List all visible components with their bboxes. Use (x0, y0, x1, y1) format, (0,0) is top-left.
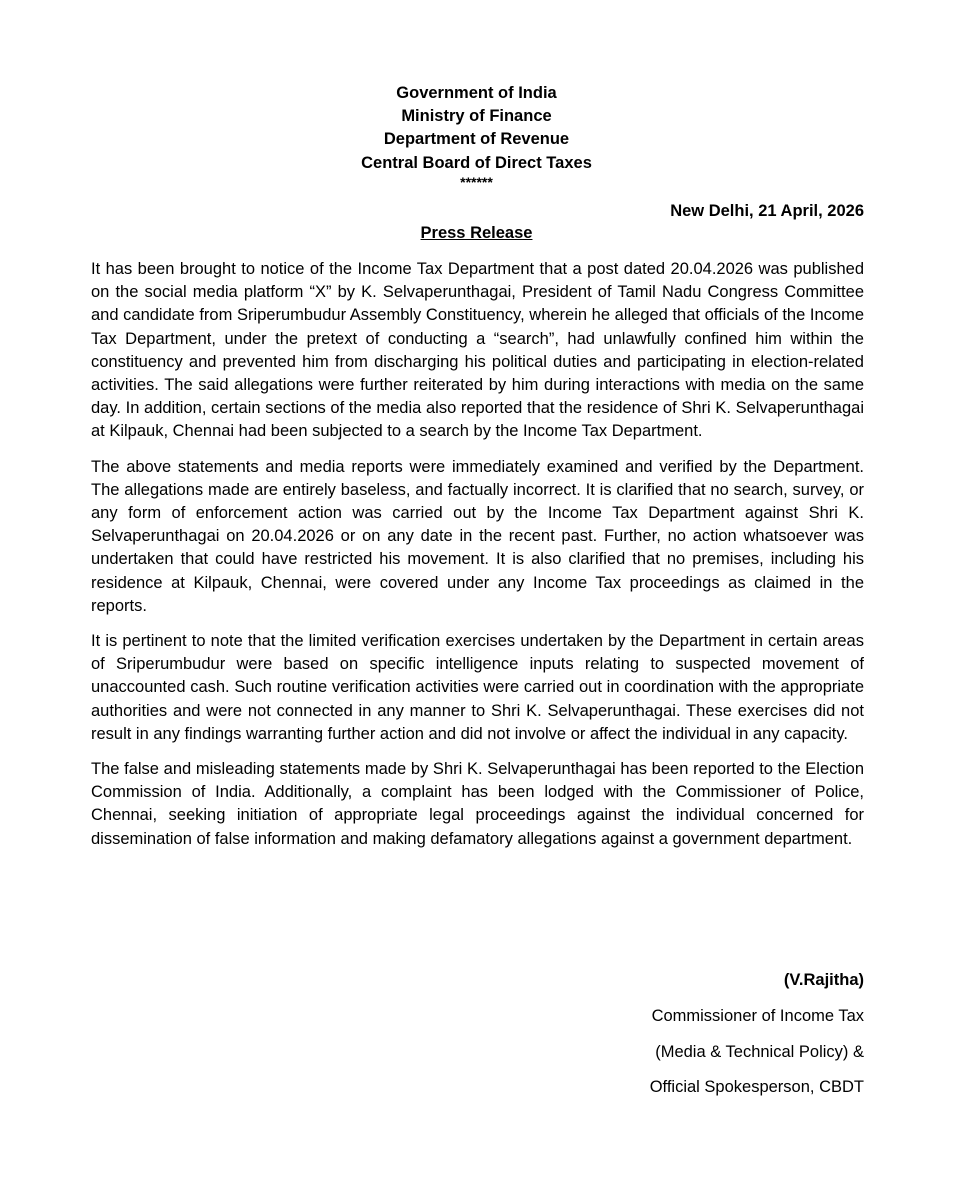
document-title (0, 223, 953, 243)
place-and-date: New Delhi, 21 April, 2026 (670, 202, 864, 220)
document-title-text: Press Release (420, 224, 533, 242)
signatory-name: (V.Rajitha) (783, 971, 864, 989)
letterhead (0, 82, 953, 189)
document-body (91, 258, 864, 863)
letterhead-ministry: Ministry of Finance (401, 107, 552, 126)
paragraph-4: The false and misleading statements made by Shri K. Selvaperunthagai has been reported to the Election Commission of India. Additionally, a complaint has been lodged with the Commissioner of Police, Chennai, seeking initiation of appropriate legal proceedings against the individual concerned for dissemination of false information and making defamatory allegations against a government department. (91, 760, 864, 848)
signatory-role: Official Spokesperson, CBDT (649, 1078, 864, 1096)
signature-block (650, 970, 864, 1113)
letterhead-board: Central Board of Direct Taxes (361, 153, 592, 172)
letterhead-government: Government of India (396, 84, 557, 102)
paragraph-1: It has been brought to notice of the Income Tax Department that a post dated 20.04.2026 was published on the social media platform “X” by K. Selvaperunthagai, President of Tamil Nadu Congress Committee and candidate from Sriperumbudur Assembly Constituency, wherein he alleged that officials of the Income Tax Department, under the pretext of conducting a “search”, had unlawfully confined him within the constituency and prevented him from discharging his political duties and participating in election-related activities. The said allegations were further reiterated by him during interactions with media on the same day. In addition, certain sections of the media also reported that the residence of Shri K. Selvaperunthagai at Kilpauk, Chennai had been subjected to a search by the Income Tax Department. (91, 260, 864, 441)
paragraph-3: It is pertinent to note that the limited verification exercises undertaken by the Department in certain areas of Sriperumbudur were based on specific intelligence inputs relating to suspected movement of unaccounted cash. Such routine verification activities were carried out in coordination with the appropriate authorities and were not connected in any manner to Shri K. Selvaperunthagai. These exercises did not result in any findings warranting further action and did not involve or affect the individual in any capacity. (91, 632, 864, 743)
signatory-designation: Commissioner of Income Tax (651, 1007, 864, 1025)
signatory-division: (Media & Technical Policy) & (655, 1042, 864, 1061)
paragraph-2: The above statements and media reports were immediately examined and verified by the Department. The allegations made are entirely baseless, and factually incorrect. It is clarified that no search, survey, or any form of enforcement action was carried out by the Income Tax Department against Shri K. Selvaperunthagai on 20.04.2026 or on any date in the recent past. Further, no action whatsoever was undertaken that could have restricted his movement. It is also clarified that no premises, including his residence at Kilpauk, Chennai, were covered under any Income Tax proceedings as claimed in the reports. (91, 457, 864, 615)
letterhead-department: Department of Revenue (383, 130, 570, 149)
letterhead-separator: ****** (460, 173, 493, 190)
